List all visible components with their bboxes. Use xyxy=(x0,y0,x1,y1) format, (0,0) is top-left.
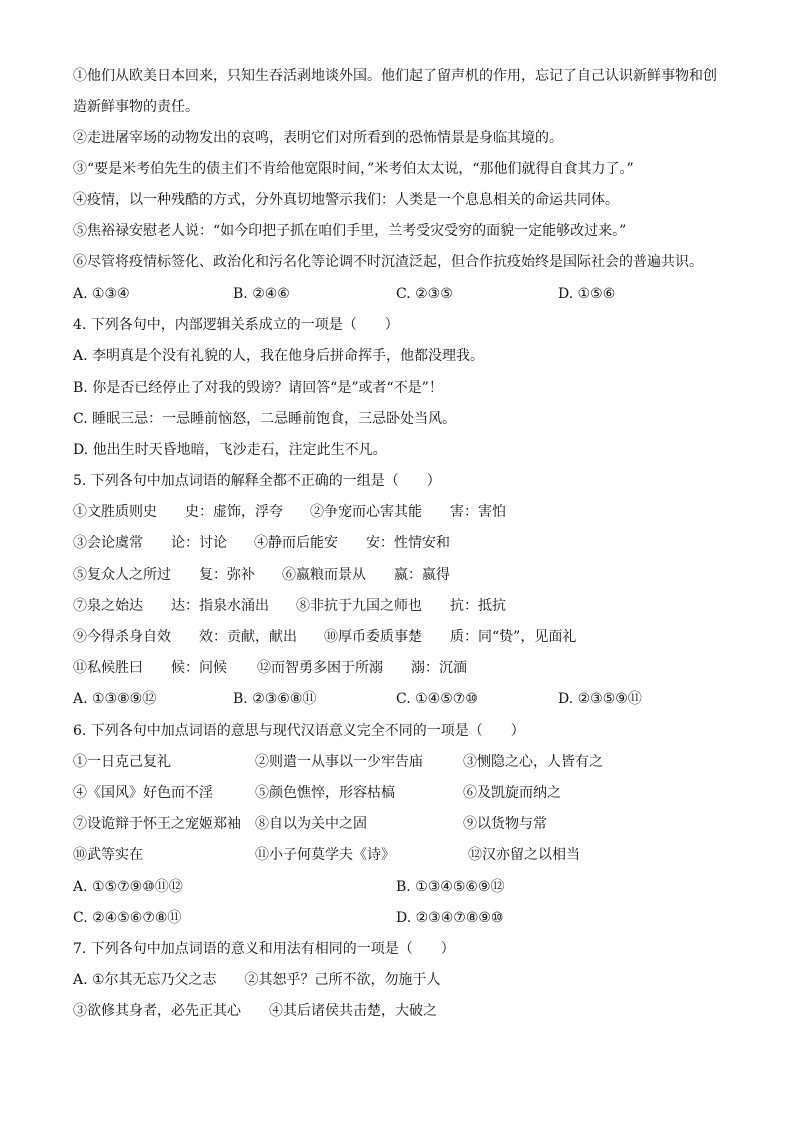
q6-item: ②则遣一从事以一少牢告庙 xyxy=(255,754,423,770)
q6-choice-b[interactable]: B. ①③④⑤⑥⑨⑫ xyxy=(396,879,505,895)
q5-item: ②争宠而心害其能 害：害怕 xyxy=(310,504,506,520)
q3-item-3: ③“要是米考伯先生的债主们不肯给他宽限时间，”米考伯太太说，“那他们就得自食其力了。” xyxy=(73,161,634,177)
q6-item: ⑦设诡辩于怀王之宠姬郑袖 xyxy=(73,816,241,832)
q6-item: ③恻隐之心，人皆有之 xyxy=(463,754,603,770)
q5-item: ⑨今得杀身自效 效：贡献，献出 xyxy=(73,629,297,645)
q6-item: ⑧自以为关中之固 xyxy=(255,816,367,832)
q5-item: ⑤复众人之所过 复：弥补 xyxy=(73,567,255,583)
q6-row xyxy=(73,783,753,803)
q4-choice-d[interactable]: D. 他出生时天昏地暗，飞沙走石，注定此生不凡。 xyxy=(73,442,387,458)
q6-item: ⑫汉亦留之以相当 xyxy=(468,847,580,863)
q4-choice-a[interactable]: A. 李明真是个没有礼貌的人，我在他身后拼命挥手，他都没理我。 xyxy=(73,348,485,364)
q5-stem: 5. 下列各句中加点词语的解释全都不正确的一组是（ ） xyxy=(73,473,441,489)
q5-row xyxy=(73,533,753,553)
q6-row xyxy=(73,814,753,834)
q3-choices xyxy=(73,284,753,304)
q6-item: ①一日克己复礼 xyxy=(73,754,171,770)
q5-item: ⑦泉之始达 达：指泉水涌出 xyxy=(73,598,269,614)
q3-item-5: ⑤焦裕禄安慰老人说：“如今印把子抓在咱们手里，兰考受灾受穷的面貌一定能够改过来。” xyxy=(73,223,627,239)
q3-choice-c[interactable]: C. ②③⑤ xyxy=(396,286,453,302)
q5-item: ①文胜质则史 史：虚饰，浮夸 xyxy=(73,504,283,520)
q5-item: ⑩厚币委质事楚 质：同“贽”，见面礼 xyxy=(324,629,577,645)
q5-row xyxy=(73,596,753,616)
q3-item-6: ⑥尽管将疫情标签化、政治化和污名化等论调不时沉渣泛起，但合作抗疫始终是国际社会的普遍共识。 xyxy=(73,254,703,270)
q5-item: ⑪私候胜曰 候：问候 xyxy=(73,660,227,676)
q5-choice-c[interactable]: C. ①④⑤⑦⑩ xyxy=(396,691,478,707)
q6-item: ⑪小子何莫学夫《诗》 xyxy=(255,847,395,863)
q6-choice-c[interactable]: C. ②④⑤⑥⑦⑧⑪ xyxy=(73,910,182,926)
q6-choices xyxy=(73,877,753,897)
q5-choices xyxy=(73,689,753,709)
q6-choice-d[interactable]: D. ②③④⑦⑧⑨⑩ xyxy=(396,910,504,926)
q3-choice-b[interactable]: B. ②④⑥ xyxy=(233,286,290,302)
q4-stem: 4. 下列各句中，内部逻辑关系成立的一项是（ ） xyxy=(73,317,399,333)
q6-item: ⑩武等实在 xyxy=(73,847,143,863)
q3-item-4: ④疫情，以一种残酷的方式，分外真切地警示我们：人类是一个息息相关的命运共同体。 xyxy=(73,192,619,208)
q5-item: ⑫而智勇多困于所溺 溺：沉湎 xyxy=(257,660,467,676)
q5-choice-b[interactable]: B. ②③⑥⑧⑪ xyxy=(233,691,317,707)
q5-item: ⑧非抗于九国之师也 抗：抵抗 xyxy=(296,598,506,614)
q5-row xyxy=(73,658,753,678)
q5-row xyxy=(73,627,753,647)
q3-item-2: ②走进屠宰场的动物发出的哀鸣，表明它们对所看到的恐怖情景是身临其境的。 xyxy=(73,130,563,146)
q5-choice-a[interactable]: A. ①③⑧⑨⑫ xyxy=(73,691,157,707)
q6-choice-a[interactable]: A. ①⑤⑦⑨⑩⑪⑫ xyxy=(73,879,183,895)
q3-item-1-cont: 造新鲜事物的责任。 xyxy=(73,99,199,115)
q3-item-1: ①他们从欧美日本回来，只知生吞活剥地谈外国。他们起了留声机的作用，忘记了自己认识新鲜事物和创 xyxy=(73,68,717,84)
q5-item: ④静而后能安 安：性情安和 xyxy=(254,535,450,551)
q6-choices xyxy=(73,908,753,928)
q7-stem: 7. 下列各句中加点词语的意义和用法有相同的一项是（ ） xyxy=(73,941,455,957)
q6-item: ⑤颜色憔悴，形容枯槁 xyxy=(255,785,395,801)
q7-choice-a-line1[interactable]: A. ①尔其无忘乃父之志 ②其恕乎？己所不欲，勿施于人 xyxy=(73,972,441,988)
q6-item: ④《国风》好色而不淫 xyxy=(73,785,213,801)
q6-stem: 6. 下列各句中加点词语的意思与现代汉语意义完全不同的一项是（ ） xyxy=(73,723,525,739)
q6-row xyxy=(73,752,753,772)
q6-item: ⑨以货物与常 xyxy=(463,816,547,832)
q3-choice-a[interactable]: A. ①③④ xyxy=(73,286,130,302)
q4-choice-b[interactable]: B. 你是否已经停止了对我的毁谤？请回答“是”或者“不是”！ xyxy=(73,380,443,396)
q5-item: ③会论虞常 论：讨论 xyxy=(73,535,227,551)
q4-choice-c[interactable]: C. 睡眠三忌：一忌睡前恼怒，二忌睡前饱食，三忌卧处当风。 xyxy=(73,411,457,427)
q5-item: ⑥嬴粮而景从 嬴：嬴得 xyxy=(282,567,450,583)
q6-row xyxy=(73,845,753,865)
q5-row xyxy=(73,502,753,522)
q6-item: ⑥及凯旋而纳之 xyxy=(463,785,561,801)
q5-choice-d[interactable]: D. ②③⑤⑨⑪ xyxy=(558,691,642,707)
q7-choice-a-line2: ③欲修其身者，必先正其心 ④其后诸侯共击楚，大破之 xyxy=(73,1003,437,1019)
q5-row xyxy=(73,565,753,585)
q3-choice-d[interactable]: D. ①⑤⑥ xyxy=(558,286,616,302)
